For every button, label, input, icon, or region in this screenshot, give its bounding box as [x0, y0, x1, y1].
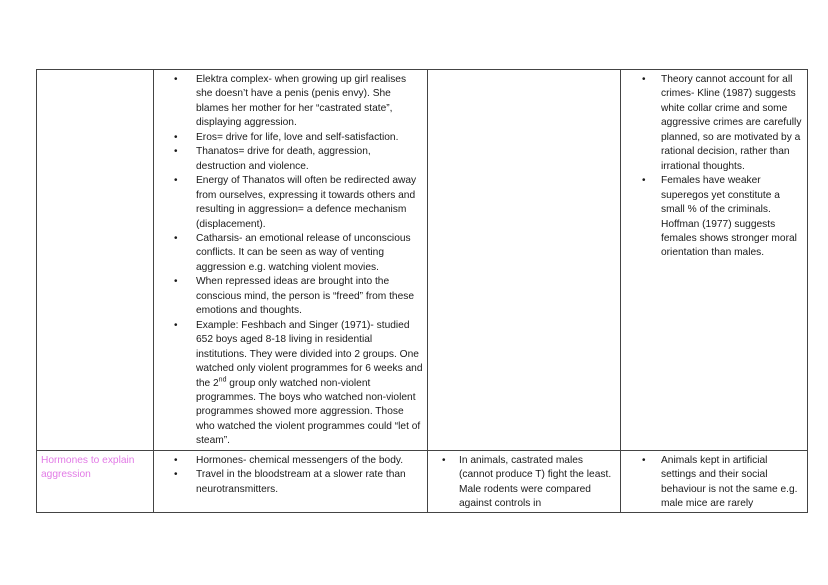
list-item: • Energy of Thanatos will often be redirected away from ourselves, expressing it towards others and resulting in aggression= a defence mechanism (displacement).	[154, 174, 423, 232]
list-item: • Animals kept in artificial settings and their social behaviour is not the same e.g. male mice are rarely	[621, 454, 803, 512]
list-item: • Hormones- chemical messengers of the body.	[154, 454, 423, 468]
list-item: • Travel in the bloodstream at a slower rate than neurotransmitters.	[154, 468, 423, 497]
research-cell	[428, 450, 621, 512]
list-item: • Thanatos= drive for death, aggression, destruction and violence.	[154, 145, 423, 174]
list-item: • In animals, castrated males (cannot produce T) fight the least. Male rodents were compared against controls in	[428, 454, 616, 512]
ordinal-suffix: nd	[218, 376, 227, 384]
list-item: • Elektra complex- when growing up girl realises she doesn’t have a penis (penis envy). She blames her mother for her “castrated state”, displaying aggression.	[154, 73, 423, 131]
bullet-list	[621, 73, 807, 261]
table-row	[37, 70, 808, 451]
bullet-list	[154, 73, 427, 449]
notes-table	[36, 69, 808, 513]
bullet-list	[428, 454, 620, 512]
list-item: • Theory cannot account for all crimes- Kline (1987) suggests white collar crime and some aggressive crimes are carefully planned, so are motivated by a rational decision, rather than irrational thoughts.	[621, 73, 803, 174]
example-text-continued: group only watched non-violent programmes. The boys who watched non-violent programmes showed more aggression. Those who watched the violent programmes could “let of steam”.	[196, 377, 421, 447]
list-item: • Eros= drive for life, love and self-satisfaction.	[154, 131, 423, 145]
list-item: • Catharsis- an emotional release of unconscious conflicts. It can be seen as way of venting aggression e.g. watching violent movies.	[154, 232, 423, 275]
list-item: • Females have weaker superegos yet constitute a small % of the criminals. Hoffman (1977) suggests females shows stronger moral orientation than males.	[621, 174, 803, 261]
empty-cell	[428, 70, 621, 451]
evaluation-cell	[621, 70, 808, 451]
list-item	[154, 319, 423, 449]
list-item: • When repressed ideas are brought into the conscious mind, the person is “freed” from these emotions and thoughts.	[154, 275, 423, 318]
bullet-list	[621, 454, 807, 512]
example-text: Example: Feshbach and Singer (1971)- studied 652 boys aged 8-18 living in residential institutions. They were divided into 2 groups. One watched only violent programmes for 6 weeks and the 2	[196, 319, 423, 389]
topic-cell	[37, 70, 154, 451]
evaluation-cell	[621, 450, 808, 512]
table-row	[37, 450, 808, 512]
bullet-list	[154, 454, 427, 497]
content-cell	[154, 70, 428, 451]
topic-cell: Hormones to explain aggression	[37, 450, 154, 512]
content-cell	[154, 450, 428, 512]
